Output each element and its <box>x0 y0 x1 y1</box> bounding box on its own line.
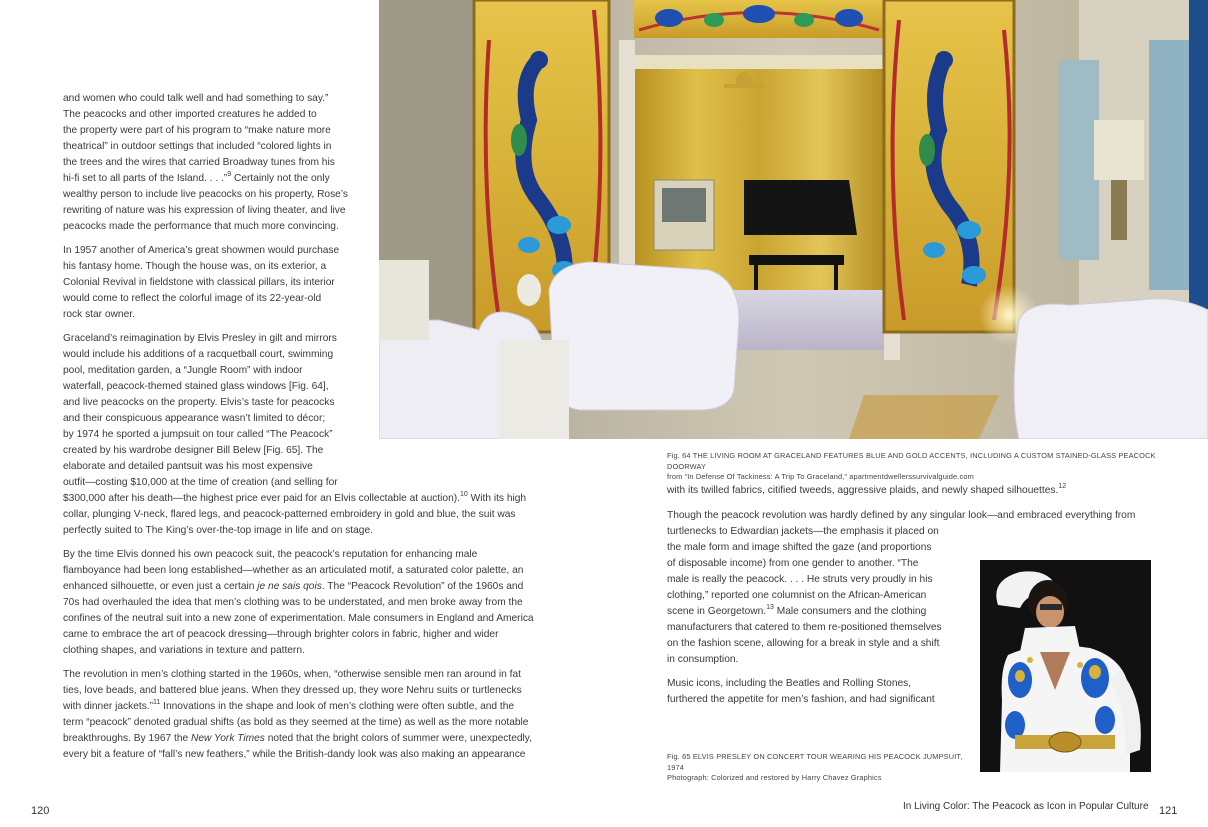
footnote-13: 13 <box>766 603 774 611</box>
left-para-5: The revolution in men’s clothing started in the 1960s, when, “otherwise sensible men ran around in fat ties, love beads, and battered blue jeans. When they dressed up, they wore Nehru suits or turtlenecks with dinner jackets.”$^{11}$ Innovations in the shape and look of men’s clothing were often subtle, and the term “peacock” denoted gradual shifts (as bold as they seemed at the time) as well as the more notable breakthroughs. By 1967 the New York Times noted that the bright colors of summer were, unexpectedly, every bit a feature of “fall’s new feathers,” while the British-dandy look was also making an appearance <box>63 669 532 760</box>
elvis-jumpsuit-photo <box>980 560 1151 772</box>
footnote-11: 11 <box>153 698 161 706</box>
left-para-3: Graceland’s reimagination by Elvis Presley in gilt and mirrors would include his additions of a racquetball court, swimming pool, meditation garden, a “Jungle Room” with indoor waterfall, peacock-themed stained glass windows [Fig. 64], and live peacocks on the property. Elvis’s taste for peacocks and their conspicuous appearance wasn’t limited to décor; by 1974 he sported a jumpsuit on tour called “The Peacock” created by his wardrobe designer Bill Belew [Fig. 65]. The elaborate and detailed pantsuit was his most expensive outfit—costing $10,000 at the time of creation (and selling for $300,000 after his death—the highest price ever paid for an Elvis collectable at auction).$^{10}$ With its high collar, plunging V-neck, flared legs, and peacock-patterned embroidery in gold and blue, the suit was perfectly suited to The King’s over-the-top image in life and on stage. <box>63 333 527 536</box>
fig64-caption: Fig. 64 THE LIVING ROOM AT GRACELAND FEATURES BLUE AND GOLD ACCENTS, INCLUDING A CUSTOM STAINED-GLASS PEACOCK DOORWAY from “In Defense Of Tackiness: A Trip To Graceland,” apartmentdwellerssurvivalguide.com <box>667 451 1156 481</box>
footnote-9: 9 <box>227 170 232 178</box>
footnote-12: 12 <box>1058 482 1067 490</box>
page-number-left: 120 <box>31 805 50 817</box>
running-title: In Living Color: The Peacock as Icon in Popular Culture <box>903 801 1149 812</box>
fig65-caption: Fig. 65 ELVIS PRESLEY ON CONCERT TOUR WEARING HIS PEACOCK JUMPSUIT, 1974 Photograph: Colorized and restored by Harry Chavez Graphics <box>667 752 963 782</box>
right-para-2: Though the peacock revolution was hardly defined by any singular look—and embraced everything from turtlenecks to Edwardian jackets—the emphasis it placed on the male form and image shifted the gaze (and proportions of disposable income) from one gender to another. “The male is really the peacock. . . . He struts very proudly in his clothing,” reported one columnist on the African-American scene in Georgetown.$^{13}$ Male consumers and the clothing manufacturers that catered to them re-positioned themselves on the fashion scene, allowing for a break in style and a shift in consumption. <box>667 510 1136 665</box>
footnote-10: 10 <box>459 490 468 498</box>
left-para-4: By the time Elvis donned his own peacock suit, the peacock’s reputation for enhancing male flamboyance had been long established—whether as an articulated motif, a saturated color palette, an enhanced silhouette, or even just a certain je ne sais qois. The “Peacock Revolution” of the 1960s and 70s had overhauled the idea that men’s clothing was to be understated, and men broke away from the confines of the neutral suit into a new zone of experimentation. Male consumers in England and America came to embrace the art of peacock dressing—through brighter colors in fabric, higher and wider clothing shapes, and variations in texture and pattern. <box>63 549 534 656</box>
left-para-2: In 1957 another of America’s great showmen would purchase his fantasy home. Though the house was, on its exterior, a Colonial Revival in fieldstone with classical pillars, its interior would come to reflect the colorful image of its 22-year-old rock star owner. <box>63 245 340 320</box>
left-para-1: and women who could talk well and had something to say.” The peacocks and other imported creatures he added to the property were part of his program to “make nature more theatrical” in outdoor settings that included “colored lights in the trees and the wires that carried Broadway tunes from his hi-fi set to all parts of the Island. . . .”$^9$ Certainly not the only wealthy person to include live peacocks on his property, Rose’s rewriting of nature was his expression of living theater, and live peacocks made the performance that much more convincing. <box>63 93 349 232</box>
page-number-right: 121 <box>1159 805 1178 817</box>
graceland-living-room-photo <box>379 0 1208 439</box>
right-para-3: Music icons, including the Beatles and Rolling Stones, furthered the appetite for men’s fashion, and had significant <box>667 678 935 705</box>
right-para-1: with its twilled fabrics, citified tweeds, aggressive plaids, and newly shaped silhouettes.$^{12}$ <box>667 482 1067 496</box>
